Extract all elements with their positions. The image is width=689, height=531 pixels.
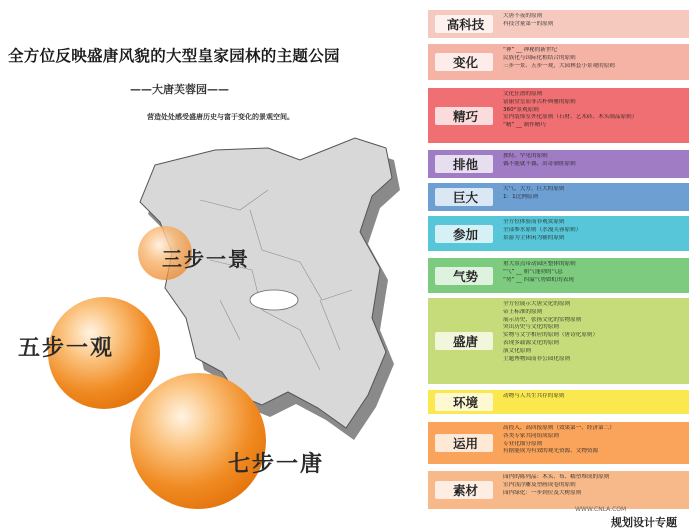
principle-item: 园内的陈列品：木头、布、糯塑堆成的原则 <box>503 474 610 480</box>
principle-label: 变化 <box>452 55 478 70</box>
map-sea <box>250 290 298 310</box>
principle-item: “气” __ 朝气蓬勃的气息 <box>503 268 563 275</box>
principle-label-box <box>428 10 503 38</box>
principle-item: 360°景观原则 <box>503 106 539 113</box>
footer-brand: 规划设计专题 <box>611 516 677 529</box>
principle-item: 景游为主休闲为辅的原则 <box>503 234 565 241</box>
principle-label: 精巧 <box>452 108 478 124</box>
principle-item: 独特、罕见的原则 <box>503 153 548 159</box>
principle-item: 全部参水原则（水漫芙蓉原则） <box>503 226 582 233</box>
page-title: 全方位反映盛唐风貌的大型皇家园林的主题公园 <box>8 47 340 65</box>
principle-items <box>503 10 689 38</box>
principle-item: 1：1比例原则 <box>503 193 539 200</box>
principle-label: 巨大 <box>452 190 478 205</box>
principle-item: “神” __ 神秘的新世纪 <box>503 47 558 53</box>
principle-items <box>503 216 689 251</box>
principle-item: 科技含量第一的原则 <box>503 20 554 27</box>
principle-label-box <box>428 88 503 143</box>
principle-item: 展示历史、张扬文化的实物原则 <box>503 316 582 323</box>
principle-label: 气势 <box>452 268 478 284</box>
principle-item: 重大景点带动园区整体的原则 <box>503 261 576 267</box>
principle-label-box <box>428 44 503 80</box>
principle-items <box>503 471 689 509</box>
principle-row <box>428 422 689 464</box>
principle-label: 盛唐 <box>452 334 478 349</box>
principle-item: 突出历史与文化的原则 <box>503 324 559 331</box>
principle-item: “精” __ 制作精巧 <box>503 122 546 129</box>
principle-items <box>503 88 689 143</box>
principle-row <box>428 298 689 384</box>
principle-label: 参加 <box>452 226 478 242</box>
principle-item: 专业化细分原则 <box>503 440 543 447</box>
watermark: WWW.CNLA.COM <box>575 506 627 513</box>
principle-item: “势” __ 四溢气势如虹的表现 <box>503 276 574 283</box>
page-subtitle: ——大唐芙蓉园—— <box>130 83 229 96</box>
principle-row <box>428 150 689 178</box>
principle-row <box>428 216 689 251</box>
principle-row <box>428 44 689 80</box>
calligraphy-seven-steps: 七步一唐 <box>228 451 325 477</box>
principle-item: 园内绿化：一步到位及大树原则 <box>503 489 582 496</box>
principle-items <box>503 150 689 178</box>
principle-label: 运用 <box>452 436 478 451</box>
principle-label: 高科技 <box>446 17 485 32</box>
principle-label: 素材 <box>452 483 478 498</box>
principle-items <box>503 183 689 211</box>
principle-item: 全方位展示大唐文化的原则 <box>503 301 571 307</box>
principle-row <box>428 10 689 38</box>
principle-label-box <box>428 471 503 509</box>
principle-label: 环境 <box>452 395 478 410</box>
principle-row <box>428 258 689 293</box>
principle-item: 富丽堂皇而非古朴典雅的原则 <box>503 98 576 105</box>
principle-items <box>503 390 689 414</box>
principle-item: 三步一景、五步一观，大园林套小景观的原则 <box>503 62 615 69</box>
page-description: 营造处处感受盛唐历史与富于变化的景观空间。 <box>147 113 294 121</box>
principle-item: 有据能成为有效的观光资源、文物资源 <box>503 448 599 455</box>
principle-label-box <box>428 258 503 293</box>
principle-item: 全方位体验而非观赏原则 <box>503 219 565 225</box>
principle-items <box>503 258 689 293</box>
principle-item: 演文化原则 <box>503 347 531 354</box>
principle-items <box>503 298 689 384</box>
principle-items <box>503 44 689 80</box>
principle-item: 大气、大方、巨大的原则 <box>503 186 565 192</box>
principle-row <box>428 183 689 211</box>
principle-row <box>428 390 689 414</box>
orb-large <box>130 373 266 509</box>
principle-label-box <box>428 150 503 178</box>
principle-item: 室内浅浮雕及塑画成卷的原则 <box>503 481 576 488</box>
principle-item: 室内装饰室外化原则（石材、艺术砖、木头制品原则） <box>503 114 638 121</box>
principle-item: 民族化与国际化相结合的原则 <box>503 54 576 61</box>
principle-item: 高投入、高回报原则（效果第一、经济第二） <box>503 425 615 431</box>
principle-item: 大唐不夜的原则 <box>503 13 543 19</box>
calligraphy-five-steps: 五步一观 <box>18 335 115 361</box>
principle-label-box <box>428 216 503 251</box>
principle-label-box <box>428 298 503 384</box>
principle-item: 各类专家共同组成原则 <box>503 432 559 439</box>
calligraphy-three-steps: 三步一景 <box>162 247 250 271</box>
principle-item: 帝王标准的原则 <box>503 308 543 315</box>
principle-item: 实物与文字相应的原则（唐诗化原则） <box>503 332 599 339</box>
principle-label-box <box>428 422 503 464</box>
principle-label-box <box>428 183 503 211</box>
principle-row <box>428 88 689 143</box>
principle-row <box>428 471 689 509</box>
principle-item: 偶不能就不偶，出奇制胜原则 <box>503 160 576 167</box>
principle-label-box <box>428 390 503 414</box>
principle-item: 文化狂潜的原则 <box>503 91 543 97</box>
principle-item: 表现多载源文化的原则 <box>503 339 559 346</box>
principle-item: 动物与人共生共存的原则 <box>503 393 565 399</box>
principle-items <box>503 422 689 464</box>
principle-item: 主题博物园而非公园化原则 <box>503 355 571 362</box>
principle-label: 排他 <box>452 157 478 172</box>
